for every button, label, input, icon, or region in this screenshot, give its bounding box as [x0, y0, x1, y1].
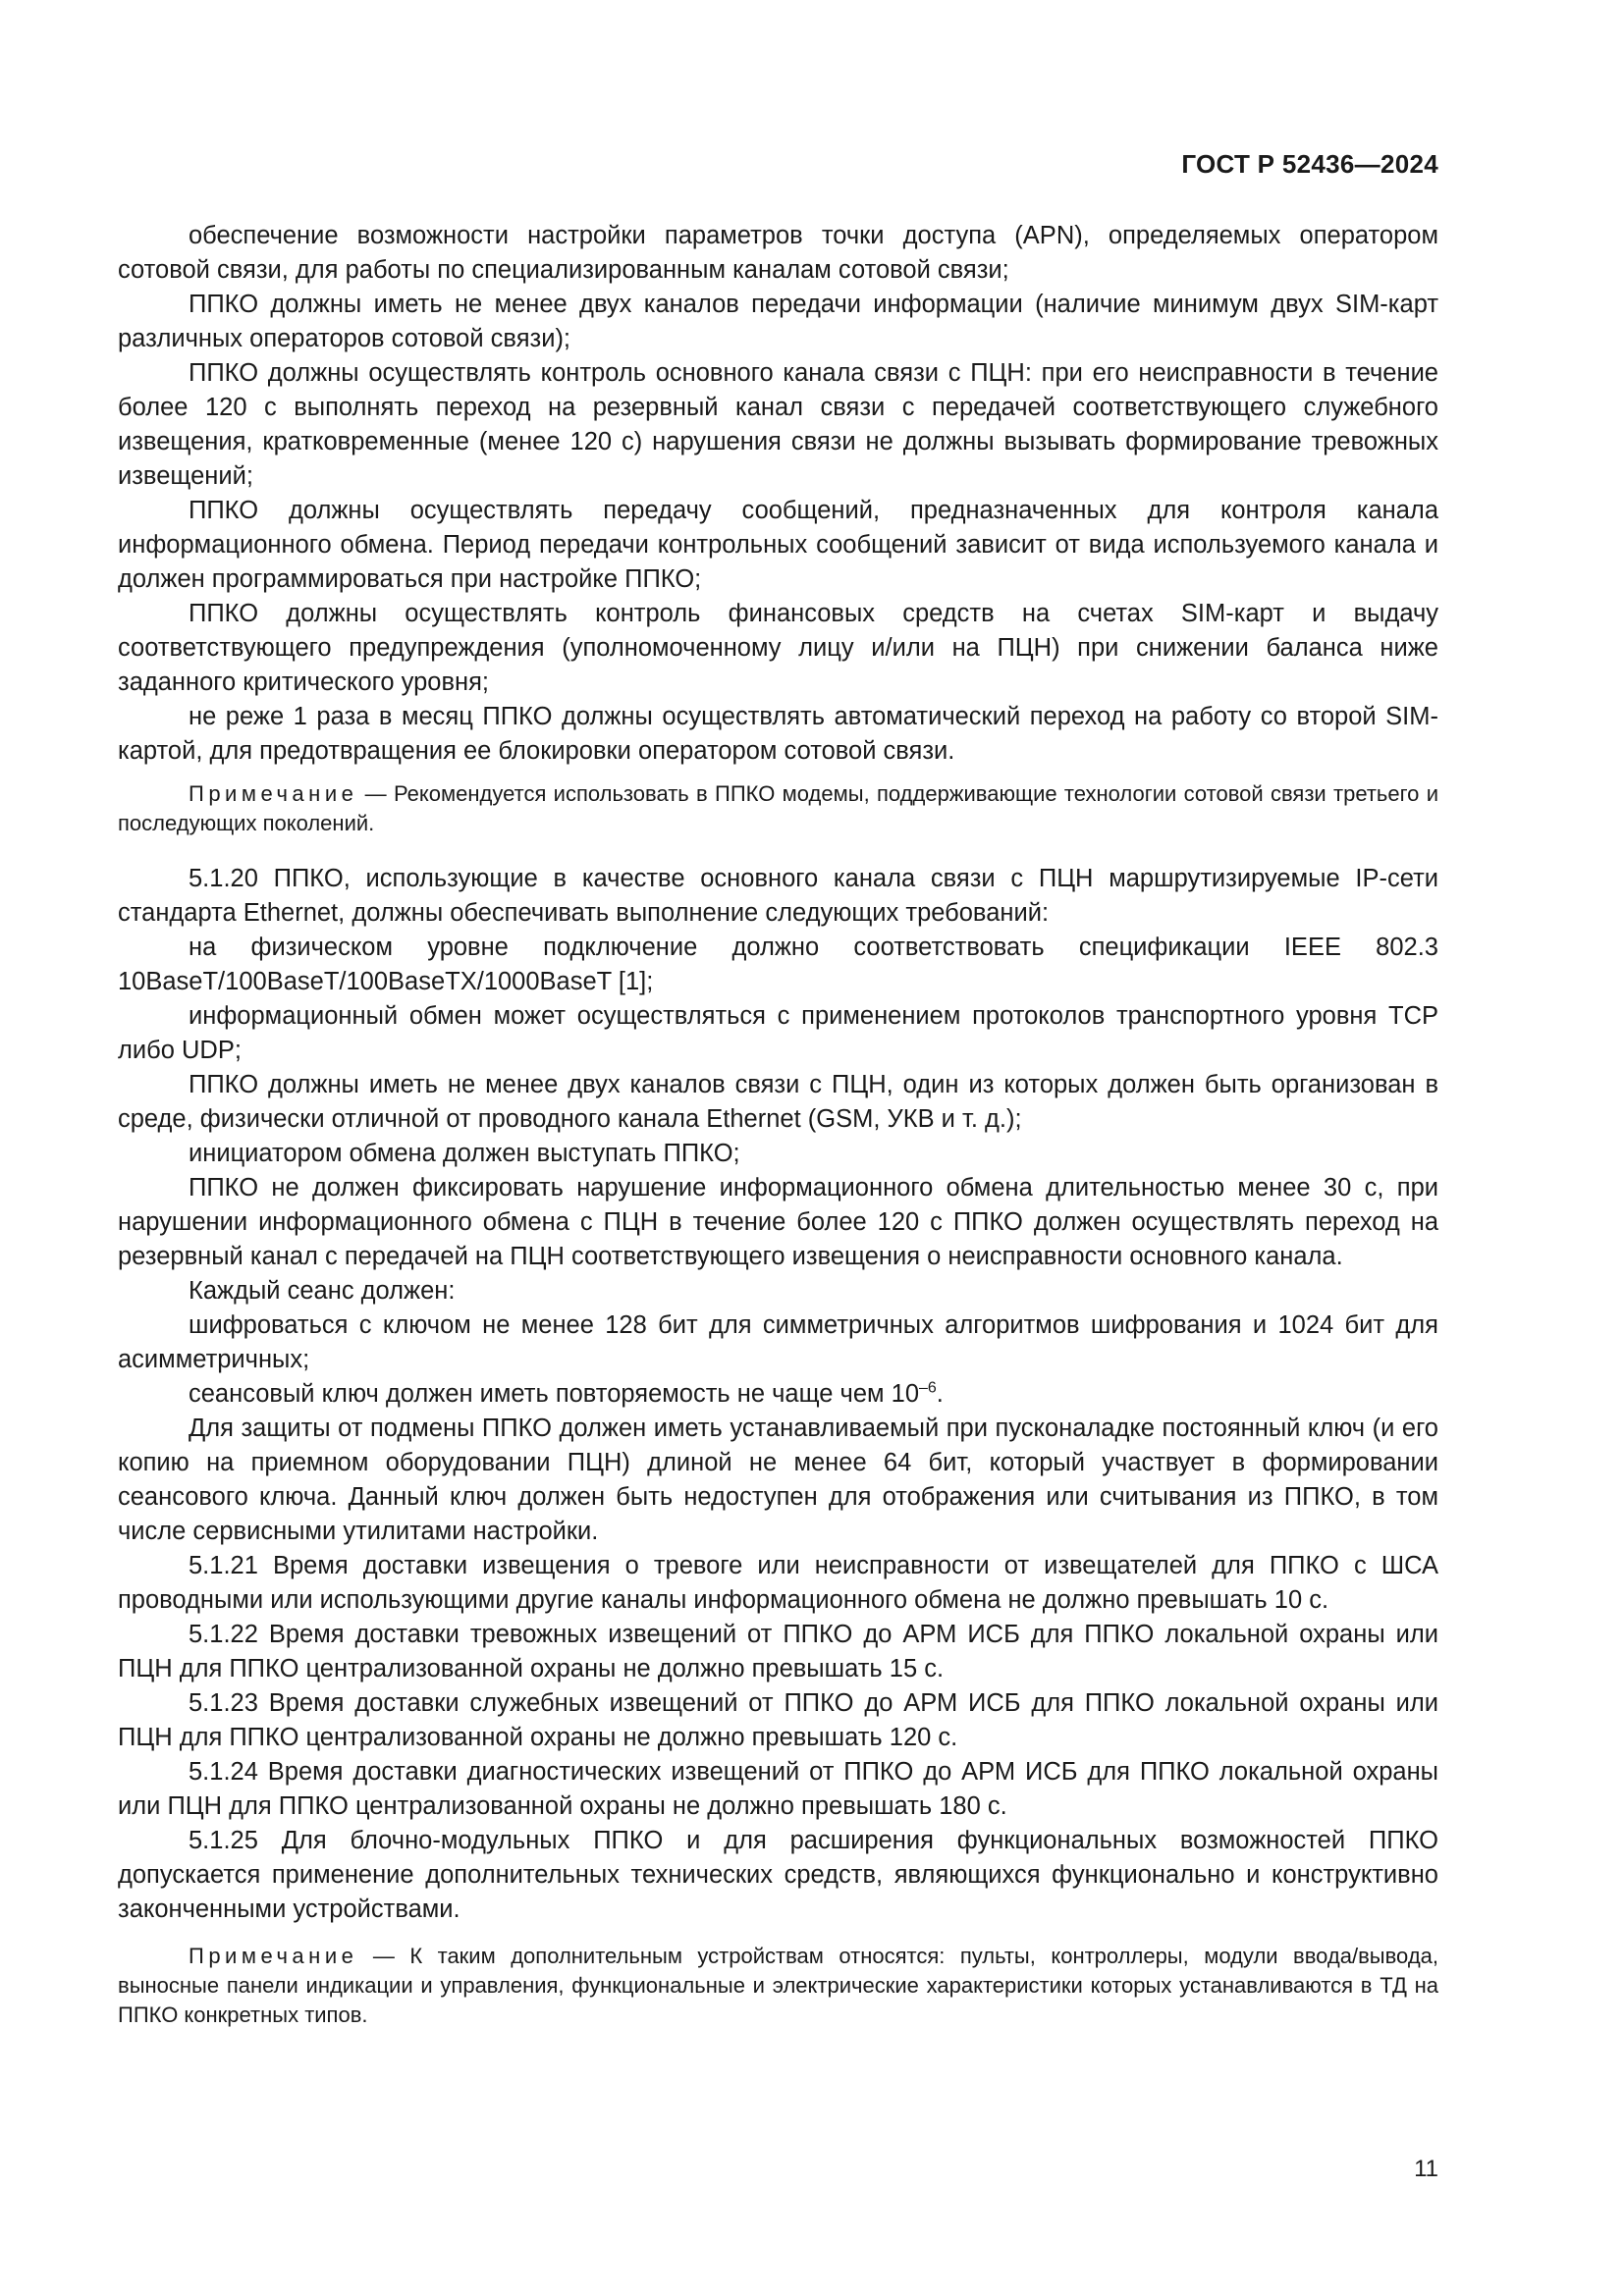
paragraph-sim-balance: ППКО должны осуществлять контроль финансовых средств на счетах SIM-карт и выдачу соответствующего предупреждения (уполномоченному лицу и/или на ПЦН) при снижении баланса ниже заданного критического уровня; [118, 600, 1438, 696]
paragraph-session: Каждый сеанс должен: [189, 1277, 456, 1305]
session-key-end: . [936, 1380, 944, 1408]
paragraph-tcp-udp: информационный обмен может осуществляться с применением протоколов транспортного уровня TCP либо UDP; [118, 1002, 1438, 1064]
note-label: Примечание [189, 781, 358, 806]
note-additional-devices [118, 1942, 1438, 2030]
paragraph-5-1-20: 5.1.20 ППКО, использующие в качестве основного канала связи с ПЦН маршрутизируемые IP-сети стандарта Ethernet, должны обеспечивать выполнение следующих требований: [118, 865, 1438, 927]
document-page [118, 0, 1438, 2296]
note-label: Примечание [189, 1944, 358, 1968]
paragraph-two-links: ППКО должны иметь не менее двух каналов связи с ПЦН, один из которых должен быть организован в среде, физически отличной от проводного канала Ethernet (GSM, УКВ и т. д.); [118, 1071, 1438, 1133]
document-body [118, 219, 1438, 2030]
paragraph-5-1-24: 5.1.24 Время доставки диагностических извещений от ППКО до АРМ ИСБ для ППКО локальной охраны или ПЦН для ППКО централизованной охраны не должно превышать 180 с. [118, 1758, 1438, 1820]
page-number: 11 [1414, 2156, 1438, 2182]
note-text: — Рекомендуется использовать в ППКО модемы, поддерживающие технологии сотовой связи третьего и последующих поколений. [118, 781, 1438, 835]
paragraph-initiator: инициатором обмена должен выступать ППКО; [189, 1140, 740, 1167]
paragraph-ieee: на физическом уровне подключение должно соответствовать спецификации IEEE 802.3 10BaseT/100BaseT/100BaseTX/1000BaseT [1]; [118, 934, 1438, 995]
document-standard-id: ГОСТ Р 52436—2024 [1181, 149, 1438, 179]
paragraph-apn: обеспечение возможности настройки параметров точки доступа (APN), определяемых оператором сотовой связи, для работы по специализированным каналам сотовой связи; [118, 222, 1438, 284]
paragraph-5-1-22: 5.1.22 Время доставки тревожных извещений от ППКО до АРМ ИСБ для ППКО локальной охраны или ПЦН для ППКО централизованной охраны не должно превышать 15 с. [118, 1621, 1438, 1682]
paragraph-channel-control: ППКО должны осуществлять контроль основного канала связи с ПЦН: при его неисправности в течение более 120 с выполнять переход на резервный канал связи с передачей соответствующего служебного извещения, кратковременные (менее 120 с) нарушения связи не должны вызывать формирование тревожных извещений; [118, 359, 1438, 490]
paragraph-5-1-21: 5.1.21 Время доставки извещения о тревоге или неисправности от извещателей для ППКО с ШСА проводными или использующими другие каналы информационного обмена не должно превышать 10 с. [118, 1552, 1438, 1614]
note-modems [118, 779, 1438, 838]
paragraph-sim-switch: не реже 1 раза в месяц ППКО должны осуществлять автоматический переход на работу со второй SIM-картой, для предотвращения ее блокировки оператором сотовой связи. [118, 703, 1438, 765]
session-key-exponent: –6 [919, 1379, 937, 1397]
paragraph-5-1-23: 5.1.23 Время доставки служебных извещений от ППКО до АРМ ИСБ для ППКО локальной охраны или ПЦН для ППКО централизованной охраны не должно превышать 120 с. [118, 1689, 1438, 1751]
paragraph-permanent-key: Для защиты от подмены ППКО должен иметь устанавливаемый при пусконаладке постоянный ключ (и его копию на приемном оборудовании ПЦН) длиной не менее 64 бит, который участвует в формировании сеансового ключа. Данный ключ должен быть недоступен для отображения или считывания из ППКО, в том числе сервисными утилитами настройки. [118, 1415, 1438, 1545]
paragraph-session-key [118, 1377, 1438, 1412]
paragraph-5-1-25: 5.1.25 Для блочно-модульных ППКО и для расширения функциональных возможностей ППКО допускается применение дополнительных технических средств, являющихся функционально и конструктивно законченными устройствами. [118, 1827, 1438, 1923]
paragraph-encryption: шифроваться с ключом не менее 128 бит для симметричных алгоритмов шифрования и 1024 бит для асимметричных; [118, 1311, 1438, 1373]
session-key-text: сеансовый ключ должен иметь повторяемость не чаще чем 10 [189, 1380, 919, 1408]
note-text: — К таким дополнительным устройствам относятся: пульты, контроллеры, модули ввода/вывода, выносные панели индикации и управления, функциональные и электрические характеристики которых устанавливаются в ТД на ППКО конкретных типов. [118, 1944, 1438, 2027]
paragraph-two-channels: ППКО должны иметь не менее двух каналов передачи информации (наличие минимум двух SIM-карт различных операторов сотовой связи); [118, 291, 1438, 352]
paragraph-exchange-failure: ППКО не должен фиксировать нарушение информационного обмена длительностью менее 30 с, при нарушении информационного обмена с ПЦН в течение более 120 с ППКО должен осуществлять переход на резервный канал с передачей на ПЦН соответствующего извещения о неисправности основного канала. [118, 1174, 1438, 1270]
paragraph-control-messages: ППКО должны осуществлять передачу сообщений, предназначенных для контроля канала информационного обмена. Период передачи контрольных сообщений зависит от вида используемого канала и должен программироваться при настройке ППКО; [118, 497, 1438, 593]
